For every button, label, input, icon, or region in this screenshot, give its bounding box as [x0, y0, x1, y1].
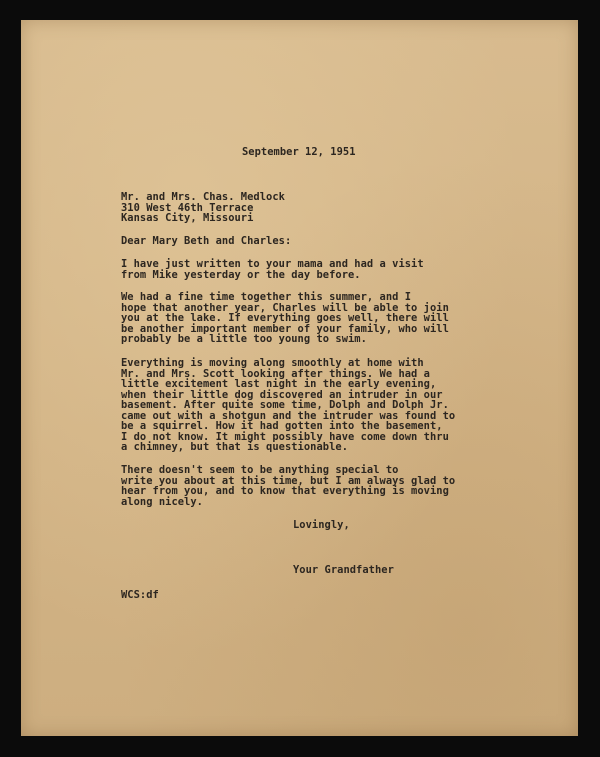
text-line: came out with a shotgun and the intruder was found to [121, 409, 456, 422]
text-line: probably be a little too young to swim. [121, 333, 367, 345]
typist-initials: WCS:df [121, 589, 159, 601]
text-line: I have just written to your mama and had a visit [121, 258, 424, 270]
paragraph-1 [121, 259, 424, 280]
text-line: you at the lake. If everything goes well, there will [121, 312, 449, 324]
text-line: along nicely. [121, 495, 203, 508]
text-line: write you about at this time, but I am always glad to [121, 474, 456, 487]
text-line: little excitement last night in the early evening, [121, 378, 437, 390]
text-line: when their little dog discovered an intruder in our [121, 388, 443, 401]
text-line: be a squirrel. How it had gotten into the basement, [121, 420, 443, 432]
signature-line: Your Grandfather [293, 564, 394, 576]
text-line: hear from you, and to know that everything is moving [121, 485, 449, 497]
text-line: There doesn't seem to be anything special to [121, 464, 399, 476]
closing: Lovingly, [293, 519, 350, 531]
text-line: be another important member of your family, who will [121, 322, 449, 335]
text-line: Everything is moving along smoothly at home with [121, 357, 424, 369]
address-line: Kansas City, Missouri [121, 212, 254, 224]
paragraph-4 [121, 465, 455, 507]
text-line: We had a fine time together this summer, and I [121, 291, 412, 303]
paragraph-2 [121, 292, 449, 345]
recipient-address [121, 192, 285, 224]
text-line: basement. After quite some time, Dolph and Dolph Jr. [121, 399, 449, 411]
text-line: Mr. and Mrs. Scott looking after things. We had a [121, 367, 430, 380]
address-line: Mr. and Mrs. Chas. Medlock [121, 191, 285, 203]
address-line: 310 West 46th Terrace [121, 201, 254, 214]
text-line: from Mike yesterday or the day before. [121, 268, 361, 281]
text-line: a chimney, but that is questionable. [121, 441, 349, 453]
paragraph-3 [121, 358, 455, 453]
salutation: Dear Mary Beth and Charles: [121, 235, 292, 247]
letter-date: September 12, 1951 [242, 146, 356, 158]
text-line: hope that another year, Charles will be able to join [121, 301, 449, 314]
text-line: I do not know. It might possibly have come down thru [121, 430, 449, 443]
